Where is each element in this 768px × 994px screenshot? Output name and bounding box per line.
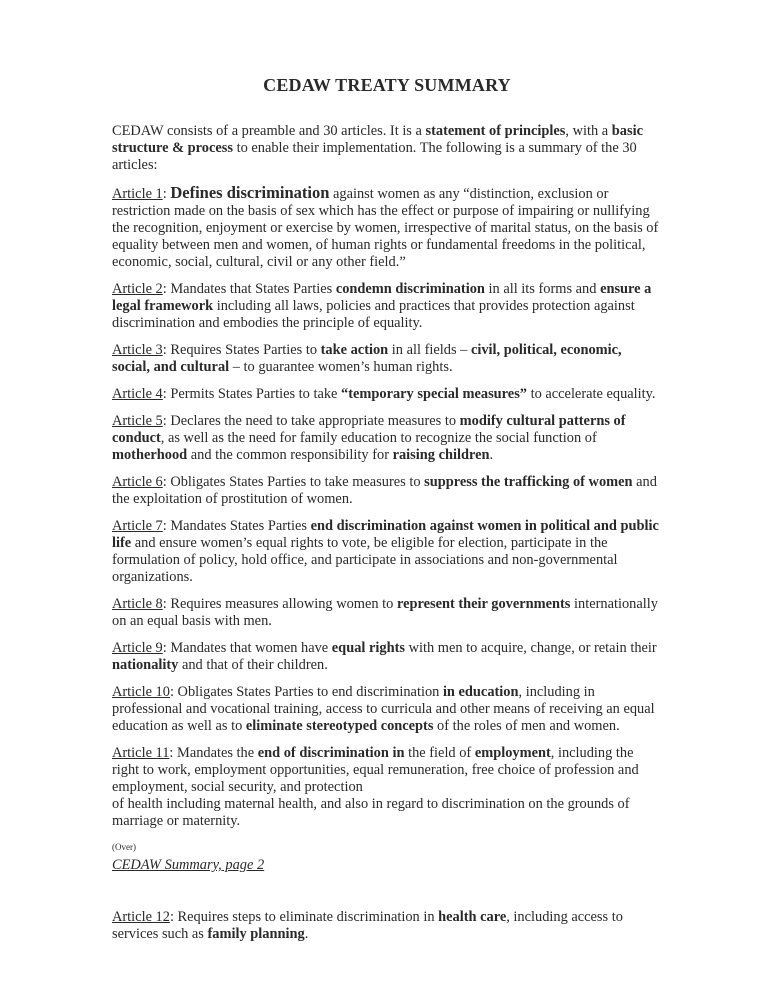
article-text: , including the right to work, employment opportunities, equal remuneration, free choice of profession and employment, social security, and protection xyxy=(112,745,639,795)
article-3 xyxy=(112,342,662,376)
article-text: against women as any “distinction, exclusion or restriction made on the basis of sex which has the effect or purpose of impairing or nullifying the recognition, enjoyment or exercise by women, irrespective of marital status, on the basis of equality between men and women, of human rights or fundamental freedoms in the political, economic, social, cultural, civil or any other field.” xyxy=(112,186,659,270)
article-label: Article 7 xyxy=(112,518,163,534)
article-text: and that of their children. xyxy=(178,657,328,673)
article-label: Article 2 xyxy=(112,281,163,297)
page-running-head: CEDAW Summary, page 2 xyxy=(112,857,265,873)
article-text: . xyxy=(304,926,309,942)
over-note: (Over) xyxy=(112,842,136,852)
article-bold: employment xyxy=(474,745,551,761)
article-text: , as well as the need for family education to recognize the social function of xyxy=(160,430,597,446)
article-text: : Permits States Parties to take xyxy=(162,386,342,402)
article-text: and the common responsibility for xyxy=(187,447,393,463)
article-bold: “temporary special measures” xyxy=(341,386,527,402)
article-bold: take action xyxy=(320,342,389,358)
article-bold: end of discrimination in xyxy=(257,745,405,761)
article-label: Article 11 xyxy=(112,745,170,761)
article-label: Article 1 xyxy=(112,186,163,202)
article-text: to accelerate equality. xyxy=(527,386,656,402)
article-bold: in education xyxy=(442,684,519,700)
article-label: Article 8 xyxy=(112,596,163,612)
article-label: Article 10 xyxy=(112,684,170,700)
article-bold: Defines discrimination xyxy=(170,183,330,202)
article-text: and the exploitation of prostitution of women. xyxy=(112,474,657,507)
article-text: : Mandates the xyxy=(169,745,258,761)
article-text: : Declares the need to take appropriate measures to xyxy=(162,413,460,429)
article-label: Article 3 xyxy=(112,342,163,358)
article-7 xyxy=(112,518,662,586)
article-bold: ensure a legal framework xyxy=(112,281,652,314)
article-bold: health care xyxy=(438,909,507,925)
article-bold: eliminate stereotyped concepts xyxy=(245,718,434,734)
article-text: : Mandates that women have xyxy=(162,640,332,656)
article-9 xyxy=(112,640,662,674)
article-text: : Obligates States Parties to end discrimination xyxy=(169,684,443,700)
article-bold: equal rights xyxy=(331,640,405,656)
article-text: : xyxy=(162,186,171,202)
intro-text: to enable their implementation. The following is a summary of the 30 articles: xyxy=(112,140,637,173)
article-text: . xyxy=(489,447,494,463)
article-2 xyxy=(112,281,662,332)
document-title: CEDAW TREATY SUMMARY xyxy=(263,75,511,95)
article-bold: motherhood xyxy=(112,447,188,463)
article-bold: nationality xyxy=(112,657,179,673)
intro-paragraph xyxy=(112,123,662,174)
article-text: in all its forms and xyxy=(484,281,601,297)
article-text: : Mandates that States Parties xyxy=(162,281,336,297)
article-bold: suppress the trafficking of women xyxy=(424,474,633,490)
article-text: internationally on an equal basis with men. xyxy=(112,596,658,629)
article-1 xyxy=(112,184,662,271)
article-10 xyxy=(112,684,662,735)
intro-bold: basic structure & process xyxy=(112,123,643,156)
intro-text: , with a xyxy=(565,123,612,139)
article-bold: represent their governments xyxy=(396,596,571,612)
article-8 xyxy=(112,596,662,630)
article-text: : Requires measures allowing women to xyxy=(162,596,397,612)
article-text: , including access to services such as xyxy=(112,909,623,942)
article-text: of health including maternal health, and also in regard to discrimination on the grounds of marriage or maternity. xyxy=(112,796,630,829)
article-6 xyxy=(112,474,662,508)
article-bold: modify cultural patterns of conduct xyxy=(112,413,626,446)
article-label: Article 5 xyxy=(112,413,163,429)
article-text: , including in professional and vocational training, access to curricula and other means of receiving an equal education as well as to xyxy=(112,684,655,734)
article-text: including all laws, policies and practices that provides protection against discrimination and embodies the principle of equality. xyxy=(112,298,635,331)
article-text: the field of xyxy=(404,745,475,761)
article-text: in all fields – xyxy=(388,342,471,358)
intro-bold: statement of principles xyxy=(425,123,566,139)
article-bold: family planning xyxy=(207,926,305,942)
article-text: – to guarantee women’s human rights. xyxy=(229,359,453,375)
article-bold: raising children xyxy=(392,447,490,463)
article-text: : Obligates States Parties to take measures to xyxy=(162,474,425,490)
article-5 xyxy=(112,413,662,464)
article-11 xyxy=(112,745,662,830)
article-text: : Requires steps to eliminate discrimination in xyxy=(169,909,439,925)
article-text: with men to acquire, change, or retain their xyxy=(404,640,657,656)
article-text: : Requires States Parties to xyxy=(162,342,321,358)
article-bold: end discrimination against women in political and public life xyxy=(112,518,659,551)
article-text: of the roles of men and women. xyxy=(433,718,620,734)
article-text: : Mandates States Parties xyxy=(162,518,311,534)
article-text: and ensure women’s equal rights to vote, be eligible for election, participate in the formulation of policy, hold office, and participate in associations and non-governmental organizations. xyxy=(112,535,618,585)
article-4 xyxy=(112,386,662,403)
article-bold: civil, political, economic, social, and cultural xyxy=(112,342,622,375)
article-bold: condemn discrimination xyxy=(335,281,485,297)
intro-text: CEDAW consists of a preamble and 30 articles. It is a xyxy=(112,123,426,139)
article-label: Article 6 xyxy=(112,474,163,490)
article-label: Article 12 xyxy=(112,909,170,925)
article-label: Article 9 xyxy=(112,640,163,656)
article-label: Article 4 xyxy=(112,386,163,402)
article-12 xyxy=(112,909,662,943)
